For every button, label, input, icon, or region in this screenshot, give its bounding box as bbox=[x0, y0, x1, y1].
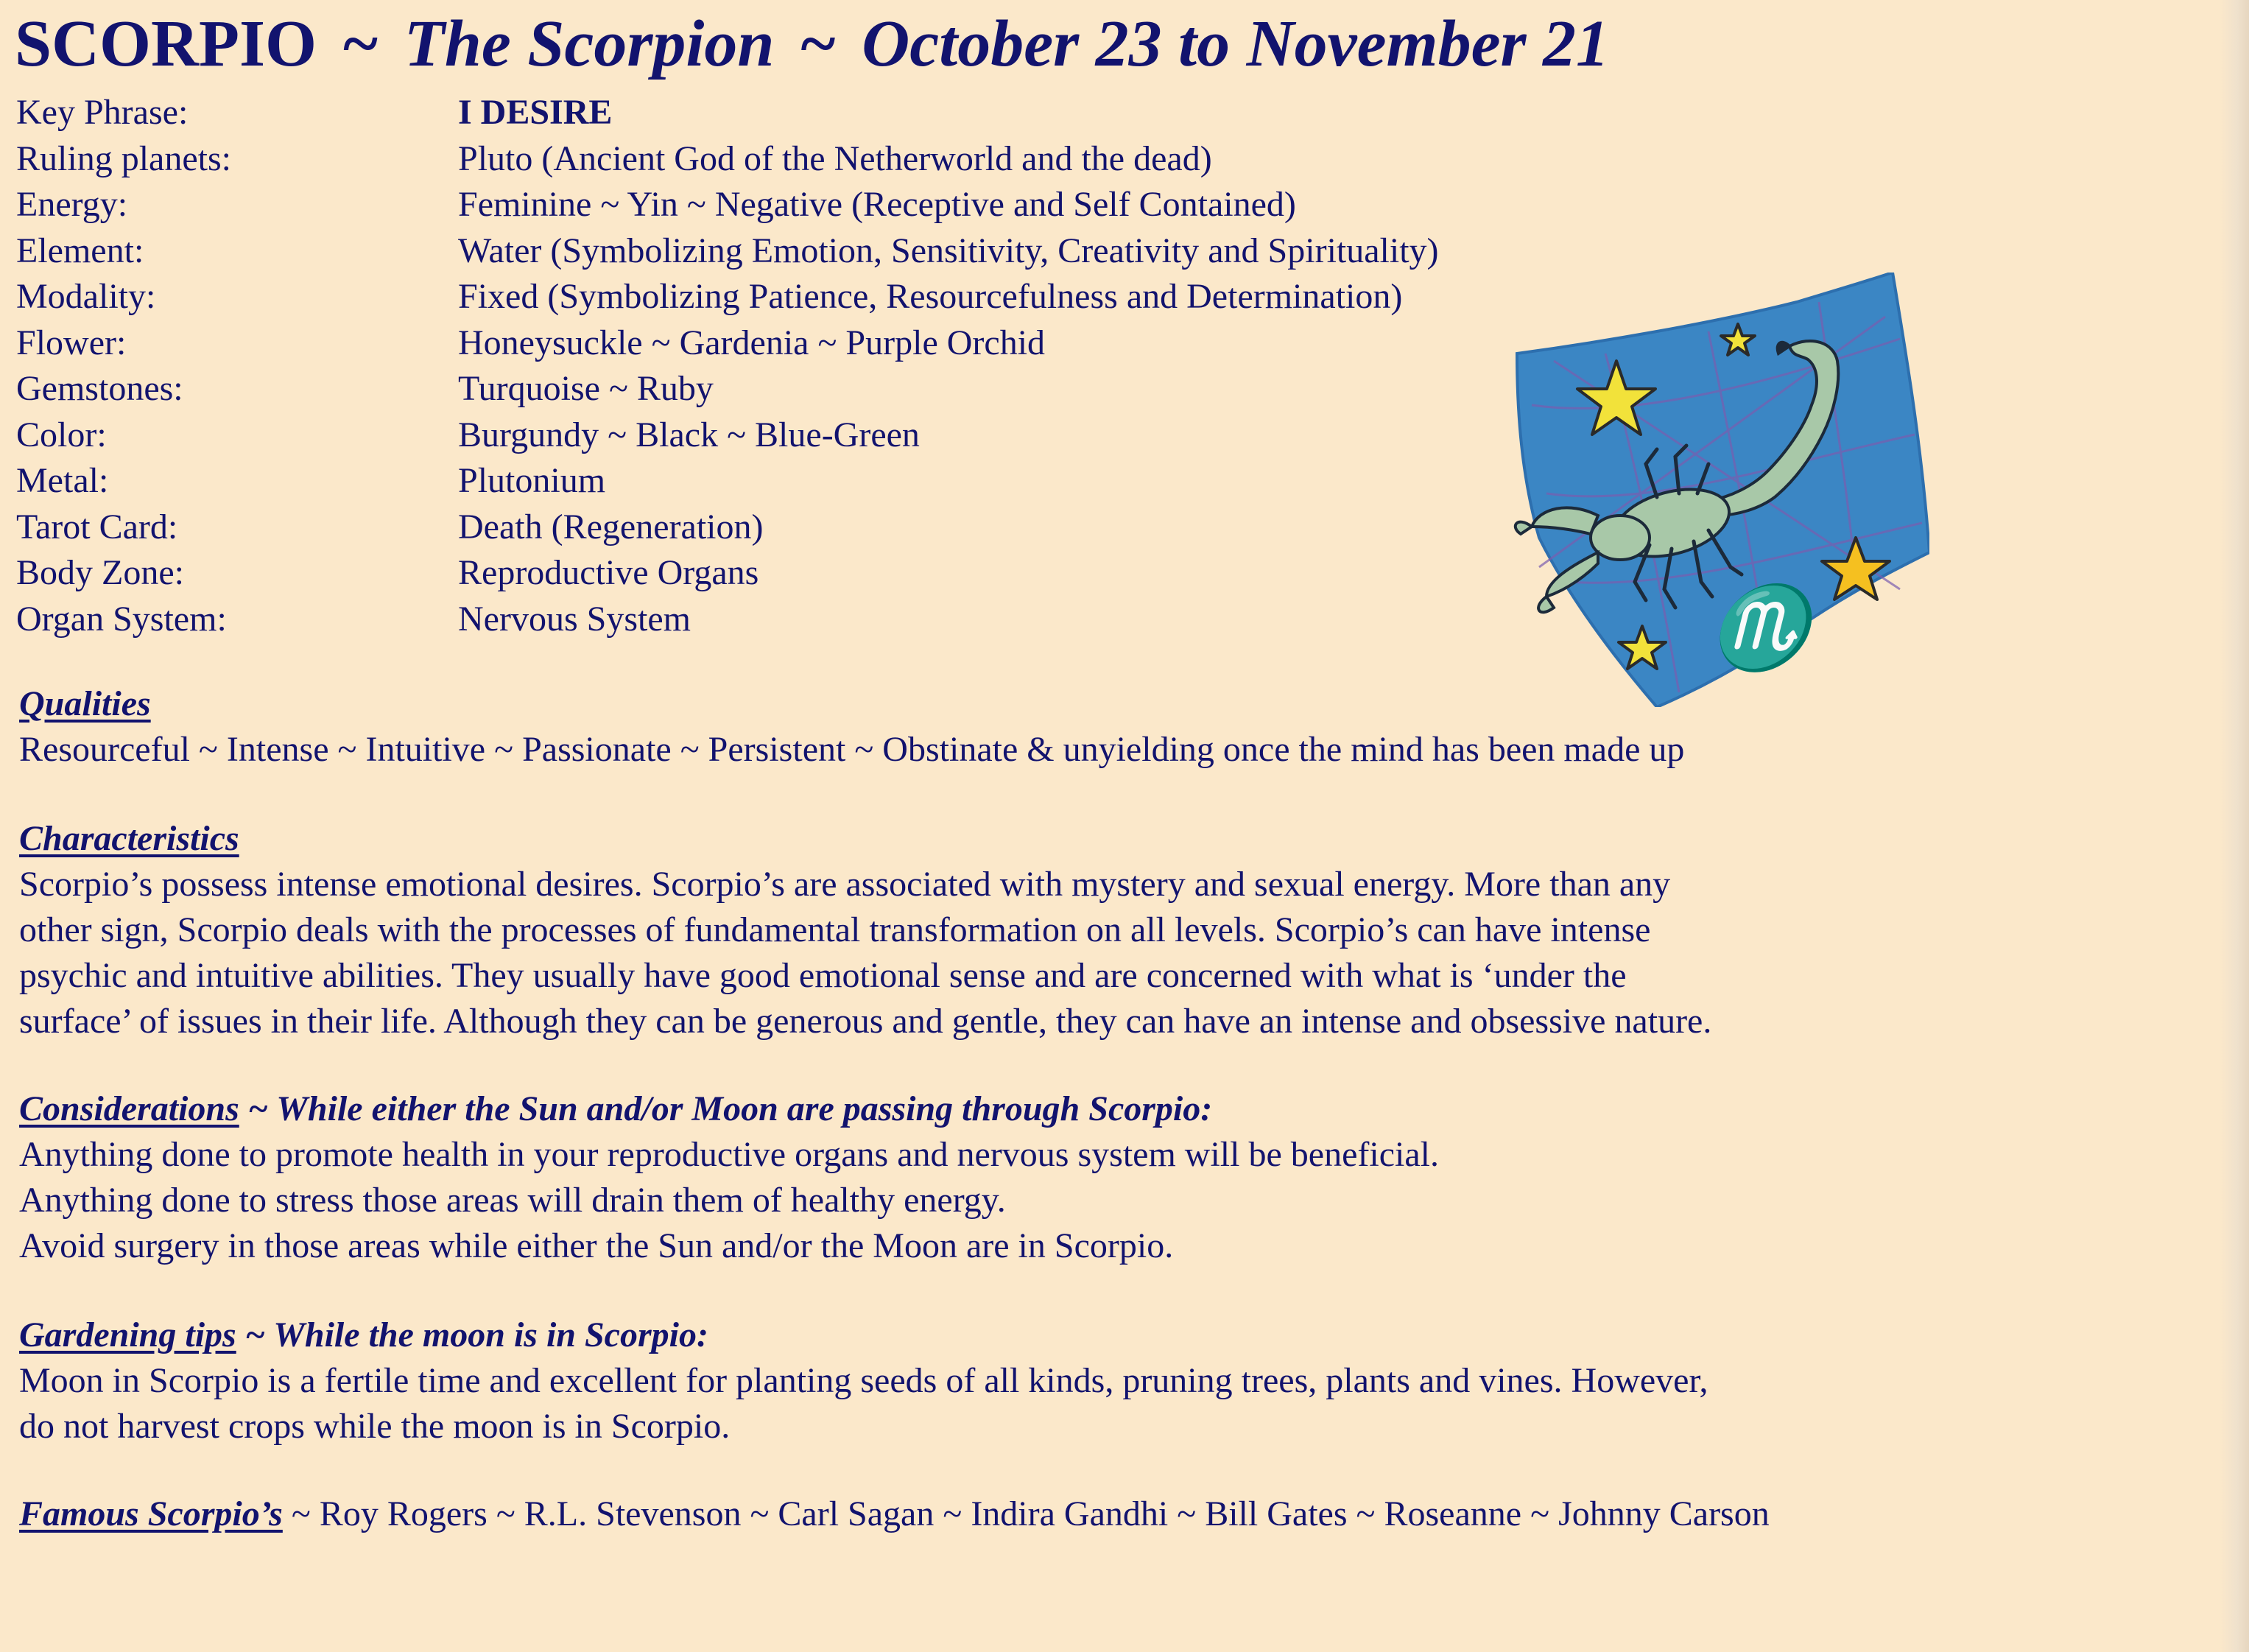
fact-label: Element: bbox=[16, 231, 144, 270]
page-edge bbox=[2220, 0, 2249, 1652]
fact-value: Reproductive Organs bbox=[458, 553, 759, 592]
fact-value: Turquoise ~ Ruby bbox=[458, 369, 714, 408]
fact-row bbox=[16, 320, 1489, 367]
page-title bbox=[15, 6, 1609, 82]
qualities-heading: Qualities bbox=[19, 684, 151, 723]
fact-value: I DESIRE bbox=[458, 93, 613, 132]
fact-value: Nervous System bbox=[458, 599, 691, 639]
fact-value: Fixed (Symbolizing Patience, Resourcefulness and Determination) bbox=[458, 277, 1403, 316]
famous-line bbox=[19, 1491, 2066, 1537]
title-name: The Scorpion bbox=[404, 7, 775, 80]
fact-label: Key Phrase: bbox=[16, 93, 189, 132]
famous-heading: Famous Scorpio’s bbox=[19, 1494, 283, 1533]
fact-value: Plutonium bbox=[458, 461, 606, 500]
fact-row bbox=[16, 505, 1489, 551]
fact-row bbox=[16, 90, 1489, 136]
characteristics-line: Scorpio’s possess intense emotional desires. Scorpio’s are associated with mystery and sexual energy. More than any bbox=[19, 865, 1671, 904]
gardening-section bbox=[19, 1312, 2066, 1449]
gardening-line: Moon in Scorpio is a fertile time and excellent for planting seeds of all kinds, pruning trees, plants and vines. However, bbox=[19, 1361, 1708, 1400]
fact-label: Energy: bbox=[16, 185, 128, 224]
considerations-heading: Considerations ~ While either the Sun and/or Moon are passing through Scorpio: bbox=[19, 1089, 1213, 1128]
fact-label: Gemstones: bbox=[16, 369, 183, 408]
gardening-heading: Gardening tips ~ While the moon is in Scorpio: bbox=[19, 1315, 708, 1354]
fact-row bbox=[16, 136, 1489, 183]
fact-label: Metal: bbox=[16, 461, 109, 500]
fact-value: Burgundy ~ Black ~ Blue-Green bbox=[458, 415, 920, 454]
title-dates: October 23 to November 21 bbox=[862, 7, 1610, 80]
considerations-line: Anything done to stress those areas will drain them of healthy energy. bbox=[19, 1181, 1006, 1220]
famous-section bbox=[19, 1491, 2066, 1537]
qualities-section bbox=[19, 681, 2066, 773]
fact-value: Honeysuckle ~ Gardenia ~ Purple Orchid bbox=[458, 323, 1046, 362]
fact-row bbox=[16, 228, 1489, 275]
scorpion-zodiac-emblem-icon bbox=[1488, 273, 1929, 707]
fact-row bbox=[16, 458, 1489, 505]
fact-value: Feminine ~ Yin ~ Negative (Receptive and Self Contained) bbox=[458, 185, 1296, 224]
famous-names: ~ Roy Rogers ~ R.L. Stevenson ~ Carl Sagan ~ Indira Gandhi ~ Bill Gates ~ Roseanne ~ Johnny Carson bbox=[282, 1494, 1770, 1533]
fact-row bbox=[16, 182, 1489, 228]
title-sign: SCORPIO bbox=[15, 7, 317, 80]
gardening-subheading: ~ While the moon is in Scorpio: bbox=[236, 1315, 708, 1354]
characteristics-section bbox=[19, 816, 2066, 1044]
gardening-line: do not harvest crops while the moon is in Scorpio. bbox=[19, 1407, 731, 1446]
fact-row bbox=[16, 274, 1489, 320]
fact-value: Death (Regeneration) bbox=[458, 507, 764, 546]
fact-value: Water (Symbolizing Emotion, Sensitivity, Creativity and Spirituality) bbox=[458, 231, 1439, 270]
considerations-subheading: ~ While either the Sun and/or Moon are passing through Scorpio: bbox=[239, 1089, 1213, 1128]
fact-label: Organ System: bbox=[16, 599, 227, 639]
considerations-line: Anything done to promote health in your reproductive organs and nervous system will be beneficial. bbox=[19, 1135, 1439, 1174]
fact-row bbox=[16, 550, 1489, 597]
fact-row bbox=[16, 412, 1489, 459]
fact-label: Body Zone: bbox=[16, 553, 184, 592]
fact-row bbox=[16, 597, 1489, 643]
fact-label: Modality: bbox=[16, 277, 156, 316]
qualities-text: Resourceful ~ Intense ~ Intuitive ~ Passionate ~ Persistent ~ Obstinate & unyielding once the mind has been made up bbox=[19, 730, 1685, 769]
characteristics-line: other sign, Scorpio deals with the processes of fundamental transformation on all levels. Scorpio’s can have intense bbox=[19, 910, 1651, 949]
title-separator: ~ bbox=[800, 7, 836, 80]
fact-label: Ruling planets: bbox=[16, 138, 231, 178]
characteristics-line: surface’ of issues in their life. Although they can be generous and gentle, they can have an intense and obsessive nature. bbox=[19, 1002, 1712, 1041]
considerations-section bbox=[19, 1086, 2066, 1269]
characteristics-line: psychic and intuitive abilities. They usually have good emotional sense and are concerned with what is ‘under the bbox=[19, 956, 1627, 995]
fact-row bbox=[16, 366, 1489, 412]
considerations-line: Avoid surgery in those areas while either the Sun and/or the Moon are in Scorpio. bbox=[19, 1226, 1174, 1265]
scorpio-glyph: ♏ bbox=[1708, 583, 1809, 673]
fact-value: Pluto (Ancient God of the Netherworld and the dead) bbox=[458, 138, 1212, 178]
fact-label: Flower: bbox=[16, 323, 127, 362]
fact-label: Tarot Card: bbox=[16, 507, 178, 546]
fact-label: Color: bbox=[16, 415, 107, 454]
characteristics-heading: Characteristics bbox=[19, 819, 239, 858]
facts-table bbox=[16, 90, 1489, 642]
title-separator: ~ bbox=[343, 7, 378, 80]
